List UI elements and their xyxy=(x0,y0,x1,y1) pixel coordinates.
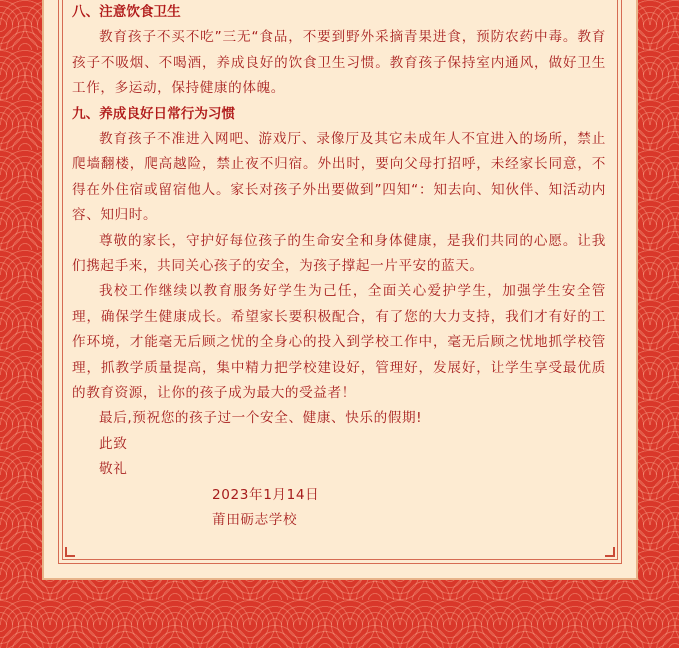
signature-school: 莆田砺志学校 xyxy=(212,512,298,529)
section9-paragraph: 教育孩子不准进入网吧、游戏厅、录像厅及其它未成年人不宜进入的场所，禁止爬墙翻楼，爬高越险，禁止夜不归宿。外出时，要向父母打招呼，未经家长同意，不得在外住宿或留宿他人。家长对孩子外出要做到”四知“：知去向、知伙伴、知活动内容、知归时。 xyxy=(72,131,606,224)
section8-heading: 八、注意饮食卫生 xyxy=(72,4,181,20)
closing-paragraph-1: 尊敬的家长，守护好每位孩子的生命安全和身体健康，是我们共同的心愿。让我们携起手来，共同关心孩子的安全，为孩子撑起一片平安的蓝天。 xyxy=(72,232,606,275)
salutation-1: 此致 xyxy=(99,435,128,452)
corner-ornament-bottom-right xyxy=(605,547,615,557)
letter-content xyxy=(72,0,606,533)
closing-wish: 最后,预祝您的孩子过一个安全、健康、快乐的假期! xyxy=(99,410,423,427)
signature-date: 2023年1月14日 xyxy=(212,486,320,503)
salutation-2: 敬礼 xyxy=(99,461,128,478)
corner-ornament-bottom-left xyxy=(65,547,75,557)
section9-heading: 九、养成良好日常行为习惯 xyxy=(72,105,236,122)
closing-paragraph-2: 我校工作继续以教育服务好学生为己任，全面关心爱护学生，加强学生安全管理，确保学生健康成长。希望家长要积极配合，有了您的大力支持，我们才有好的工作环境，才能毫无后顾之忧的全身心的投入到学校工作中，毫无后顾之忧地抓学校管理，抓教学质量提高，集中精力把学校建设好，管理好，发展好，让学生享受最优质的教育资源，让你的孩子成为最大的受益者！ xyxy=(72,283,606,402)
section8-paragraph: 教育孩子不买不吃”三无“食品，不要到野外采摘青果进食，预防农药中毒。教育孩子不吸烟、不喝酒，养成良好的饮食卫生习惯。教育孩子保持室内通风，做好卫生工作，多运动，保持健康的体魄。 xyxy=(72,29,606,97)
